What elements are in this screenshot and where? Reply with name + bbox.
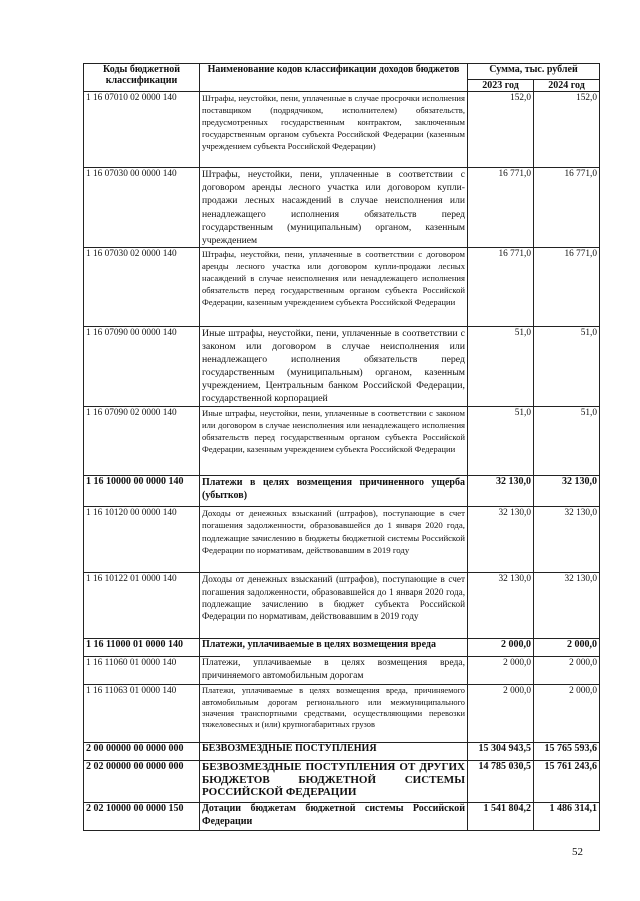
- table-row: [84, 248, 600, 327]
- table-row: [84, 685, 600, 743]
- row-name: Штрафы, неустойки, пени, уплаченные в случае просрочки исполнения поставщиком (подрядчиком, исполнителем) обязательств, предусмотренных государственным контрактом, заключенным государственным органом субъекта Российской Федерации (казенным учреждением субъекта Российской Федерации): [200, 92, 468, 168]
- table-row: [84, 507, 600, 573]
- table-row: [84, 639, 600, 657]
- row-name: Платежи, уплачиваемые в целях возмещения вреда: [200, 639, 468, 657]
- row-value-2024: 15 761 243,6: [534, 761, 600, 803]
- table-row: [84, 476, 600, 507]
- table-row: [84, 92, 600, 168]
- row-value-2024: 2 000,0: [534, 685, 600, 743]
- header-names: Наименование кодов классификации доходов бюджетов: [200, 64, 468, 92]
- row-value-2024: 2 000,0: [534, 639, 600, 657]
- row-code: 1 16 10122 01 0000 140: [84, 573, 200, 639]
- header-sum: Сумма, тыс. рублей: [468, 64, 600, 80]
- table-row: [84, 327, 600, 407]
- row-value-2023: 2 000,0: [468, 685, 534, 743]
- row-value-2023: 16 771,0: [468, 248, 534, 327]
- row-value-2024: 152,0: [534, 92, 600, 168]
- row-name: Доходы от денежных взысканий (штрафов), поступающие в счет погашения задолженности, образовавшейся до 1 января 2020 года, подлежащие зачислению в бюджет субъекта Российской Федерации по нормативам, действовавшим в 2019 году: [200, 573, 468, 639]
- row-name: Платежи в целях возмещения причиненного ущерба (убытков): [200, 476, 468, 507]
- row-code: 1 16 11060 01 0000 140: [84, 657, 200, 685]
- row-name: БЕЗВОЗМЕЗДНЫЕ ПОСТУПЛЕНИЯ: [200, 743, 468, 761]
- row-code: 1 16 10120 00 0000 140: [84, 507, 200, 573]
- row-value-2024: 16 771,0: [534, 168, 600, 248]
- row-code: 2 02 00000 00 0000 000: [84, 761, 200, 803]
- row-name: Штрафы, неустойки, пени, уплаченные в соответствии с договором аренды лесного участка или договором купли-продажи лесных насаждений в случае неисполнения или ненадлежащего исполнения обязательств перед государственным (муниципальным) органом, казенным учреждением: [200, 168, 468, 248]
- row-code: 1 16 07090 00 0000 140: [84, 327, 200, 407]
- row-value-2023: 51,0: [468, 407, 534, 476]
- page-number: 52: [572, 846, 583, 858]
- row-value-2023: 32 130,0: [468, 573, 534, 639]
- row-code: 2 02 10000 00 0000 150: [84, 803, 200, 831]
- row-name: Платежи, уплачиваемые в целях возмещения вреда, причиняемого автомобильным дорогам регионального или межмуниципального значения транспортными средствами, осуществляющими перевозки тяжеловесных и (или) крупногабаритных грузов: [200, 685, 468, 743]
- row-value-2023: 2 000,0: [468, 639, 534, 657]
- row-value-2023: 14 785 030,5: [468, 761, 534, 803]
- row-value-2023: 2 000,0: [468, 657, 534, 685]
- row-code: 1 16 07030 00 0000 140: [84, 168, 200, 248]
- table-row: [84, 573, 600, 639]
- row-value-2024: 51,0: [534, 327, 600, 407]
- table-row: [84, 761, 600, 803]
- row-value-2024: 51,0: [534, 407, 600, 476]
- row-value-2023: 1 541 804,2: [468, 803, 534, 831]
- table-row: [84, 657, 600, 685]
- row-value-2023: 15 304 943,5: [468, 743, 534, 761]
- row-value-2024: 32 130,0: [534, 476, 600, 507]
- row-name: Дотации бюджетам бюджетной системы Российской Федерации: [200, 803, 468, 831]
- row-value-2023: 32 130,0: [468, 476, 534, 507]
- table-row: [84, 803, 600, 831]
- row-code: 1 16 07010 02 0000 140: [84, 92, 200, 168]
- row-code: 1 16 11063 01 0000 140: [84, 685, 200, 743]
- table-row: [84, 743, 600, 761]
- table-row: [84, 407, 600, 476]
- row-name: БЕЗВОЗМЕЗДНЫЕ ПОСТУПЛЕНИЯ ОТ ДРУГИХ БЮДЖЕТОВ БЮДЖЕТНОЙ СИСТЕМЫ РОССИЙСКОЙ ФЕДЕРАЦИИ: [200, 761, 468, 803]
- row-name: Иные штрафы, неустойки, пени, уплаченные в соответствии с законом или договором в случае неисполнения или ненадлежащего исполнения обязательств перед государственным (муниципальным) органом, казенным учреждением, Центральным банком Российской Федерации, государственной корпорацией: [200, 327, 468, 407]
- row-value-2024: 32 130,0: [534, 573, 600, 639]
- header-year-2023: 2023 год: [468, 80, 534, 92]
- row-code: 1 16 07090 02 0000 140: [84, 407, 200, 476]
- row-code: 1 16 11000 01 0000 140: [84, 639, 200, 657]
- row-value-2023: 152,0: [468, 92, 534, 168]
- row-code: 1 16 07030 02 0000 140: [84, 248, 200, 327]
- row-value-2024: 2 000,0: [534, 657, 600, 685]
- row-name: Штрафы, неустойки, пени, уплаченные в соответствии с договором аренды лесного участка или договором купли-продажи лесных насаждений в случае неисполнения или ненадлежащего исполнения обязательств перед государственным органом субъекта Российской Федерации, казенным учреждением субъекта Российской Федерации: [200, 248, 468, 327]
- row-code: 1 16 10000 00 0000 140: [84, 476, 200, 507]
- row-value-2024: 32 130,0: [534, 507, 600, 573]
- row-name: Доходы от денежных взысканий (штрафов), поступающие в счет погашения задолженности, образовавшейся до 1 января 2020 года, подлежащие зачислению в бюджеты бюджетной системы Российской Федерации по нормативам, действовавшим в 2019 году: [200, 507, 468, 573]
- row-name: Иные штрафы, неустойки, пени, уплаченные в соответствии с законом или договором в случае неисполнения или ненадлежащего исполнения обязательств перед государственным органом субъекта Российской Федерации, казенным учреждением субъекта Российской Федерации: [200, 407, 468, 476]
- header-year-2024: 2024 год: [534, 80, 600, 92]
- row-value-2024: 15 765 593,6: [534, 743, 600, 761]
- row-value-2023: 16 771,0: [468, 168, 534, 248]
- table-row: [84, 168, 600, 248]
- row-name: Платежи, уплачиваемые в целях возмещения вреда, причиняемого автомобильным дорогам: [200, 657, 468, 685]
- budget-income-table: [83, 63, 600, 831]
- row-value-2024: 16 771,0: [534, 248, 600, 327]
- row-value-2023: 32 130,0: [468, 507, 534, 573]
- row-value-2023: 51,0: [468, 327, 534, 407]
- header-codes: Коды бюджетной классификации: [84, 64, 200, 92]
- row-code: 2 00 00000 00 0000 000: [84, 743, 200, 761]
- row-value-2024: 1 486 314,1: [534, 803, 600, 831]
